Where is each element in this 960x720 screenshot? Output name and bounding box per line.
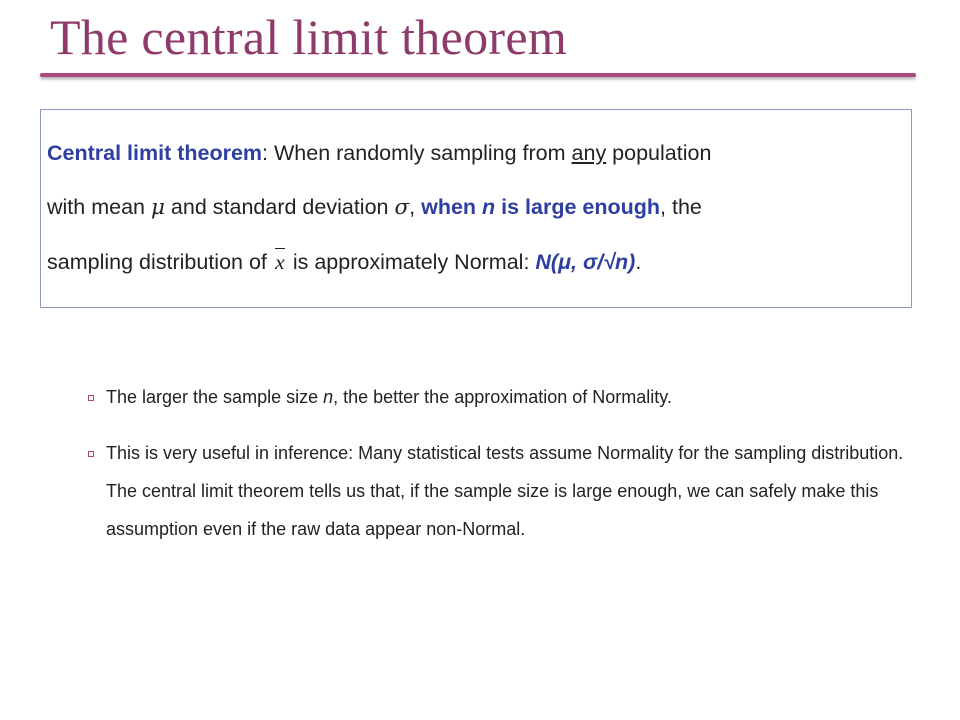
bullet-1-text-b: , the better the approximation of Normality. [333, 387, 672, 407]
theorem-statement [47, 126, 907, 289]
theorem-text-6: , the [660, 195, 702, 219]
bullet-1-text-a: The larger the sample size [106, 387, 324, 407]
mu-symbol: μ [150, 195, 165, 220]
theorem-text-3: with mean [47, 195, 151, 219]
slide-title: The central limit theorem [50, 9, 568, 65]
title-underline [40, 73, 916, 77]
bullet-1-n: n [323, 387, 334, 407]
bullet-item-inference [88, 434, 918, 548]
theorem-text-7: sampling distribution of [47, 250, 273, 274]
theorem-text-8: is approximately Normal: [286, 250, 536, 274]
square-bullet-icon [88, 451, 94, 457]
theorem-n: n [482, 195, 496, 219]
square-bullet-icon [88, 395, 94, 401]
x-bar-symbol: x [273, 235, 287, 289]
theorem-text-1: : When randomly sampling from [262, 141, 572, 165]
bullet-2-text: This is very useful in inference: Many statistical tests assume Normality for the sampling distribution. The central limit theorem tells us that, if the sample size is large enough, we can safely make this assumption even if the raw data appear non-Normal. [106, 443, 904, 539]
theorem-large-enough: is large enough [495, 195, 661, 219]
theorem-text-5: , [409, 195, 422, 219]
theorem-text-9: . [635, 250, 642, 274]
bullet-item-approximation [88, 378, 918, 416]
bullet-list [88, 378, 918, 548]
theorem-when: when [421, 195, 483, 219]
sigma-symbol: σ [394, 195, 410, 220]
theorem-text-4: and standard deviation [164, 195, 395, 219]
theorem-text-2: population [606, 141, 712, 165]
normal-formula: N(μ, σ/√n) [535, 250, 636, 274]
theorem-label: Central limit theorem [47, 141, 263, 165]
theorem-any: any [571, 141, 607, 165]
